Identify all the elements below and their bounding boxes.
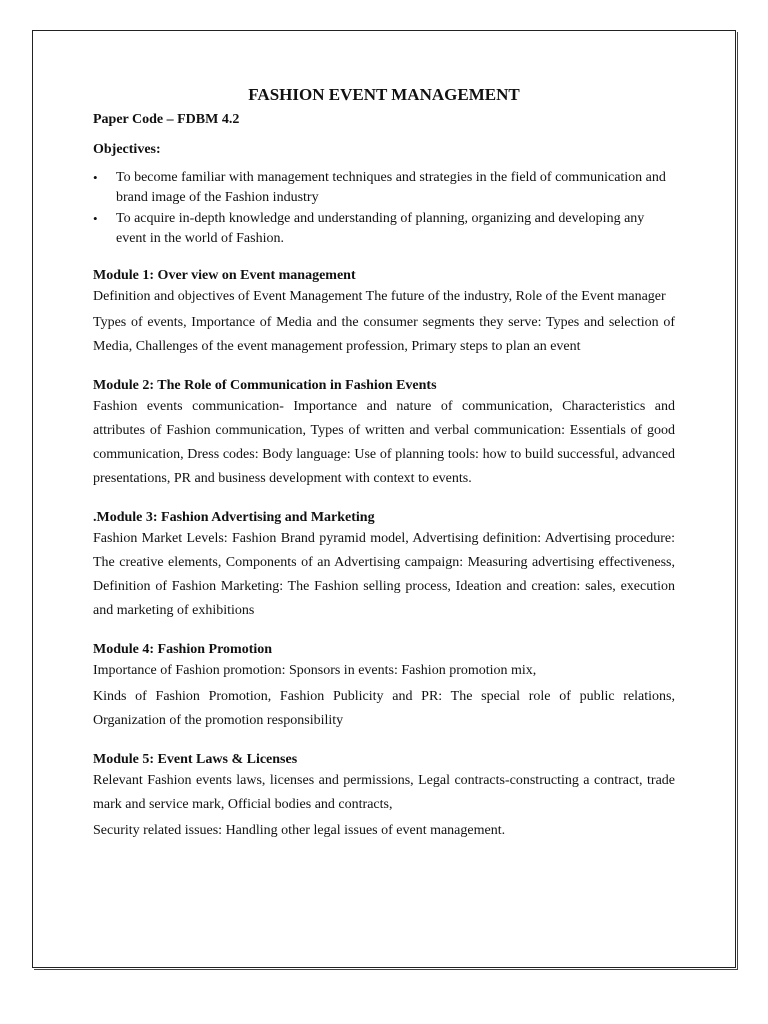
document-body bbox=[93, 84, 675, 861]
module-heading: .Module 3: Fashion Advertising and Marketing bbox=[93, 510, 375, 525]
module-2 bbox=[93, 377, 675, 491]
module-5 bbox=[93, 751, 675, 843]
module-paragraph: Fashion Market Levels: Fashion Brand pyramid model, Advertising definition: Advertising procedure: The creative elements, Components of an Advertising campaign: Measuring advertising effectiveness, Definition of Fashion Marketing: The Fashion selling process, Ideation and creation: sales, execution and marketing of exhibitions bbox=[93, 531, 675, 618]
module-paragraph: Types of events, Importance of Media and the consumer segments they serve: Types and selection of Media, Challenges of the event management profession, Primary steps to plan an event bbox=[93, 315, 675, 354]
module-paragraph: Relevant Fashion events laws, licenses and permissions, Legal contracts-constructing a contract, trade mark and service mark, Official bodies and contracts, bbox=[93, 773, 675, 812]
objectives-list bbox=[93, 168, 675, 249]
bullet-icon: • bbox=[93, 211, 98, 226]
objective-text: To acquire in-depth knowledge and understanding of planning, organizing and developing any event in the world of Fashion. bbox=[116, 211, 645, 246]
objective-item bbox=[93, 209, 675, 249]
module-paragraph: Definition and objectives of Event Management The future of the industry, Role of the Event manager bbox=[93, 289, 666, 304]
objective-text: To become familiar with management techniques and strategies in the field of communication and brand image of the Fashion industry bbox=[116, 170, 666, 205]
module-heading: Module 1: Over view on Event management bbox=[93, 268, 356, 283]
paper-code: Paper Code – FDBM 4.2 bbox=[93, 112, 240, 127]
module-heading: Module 2: The Role of Communication in Fashion Events bbox=[93, 378, 437, 393]
document-title: FASHION EVENT MANAGEMENT bbox=[248, 85, 520, 104]
module-paragraph: Security related issues: Handling other legal issues of event management. bbox=[93, 823, 506, 838]
module-paragraph: Kinds of Fashion Promotion, Fashion Publicity and PR: The special role of public relations, Organization of the promotion responsibility bbox=[93, 689, 675, 728]
module-1 bbox=[93, 267, 675, 359]
objectives-heading: Objectives: bbox=[93, 142, 161, 157]
module-heading: Module 4: Fashion Promotion bbox=[93, 642, 273, 657]
objective-item bbox=[93, 168, 675, 208]
module-heading: Module 5: Event Laws & Licenses bbox=[93, 752, 298, 767]
module-paragraph: Importance of Fashion promotion: Sponsors in events: Fashion promotion mix, bbox=[93, 663, 537, 678]
module-3 bbox=[93, 509, 675, 623]
module-paragraph: Fashion events communication- Importance and nature of communication, Characteristics and attributes of Fashion communication, Types of written and verbal communication: Essentials of good communication, Dress codes: Body language: Use of planning tools: how to build successful, advanced presentations, PR and business development with context to events. bbox=[93, 399, 675, 486]
bullet-icon: • bbox=[93, 170, 98, 185]
module-4 bbox=[93, 641, 675, 733]
